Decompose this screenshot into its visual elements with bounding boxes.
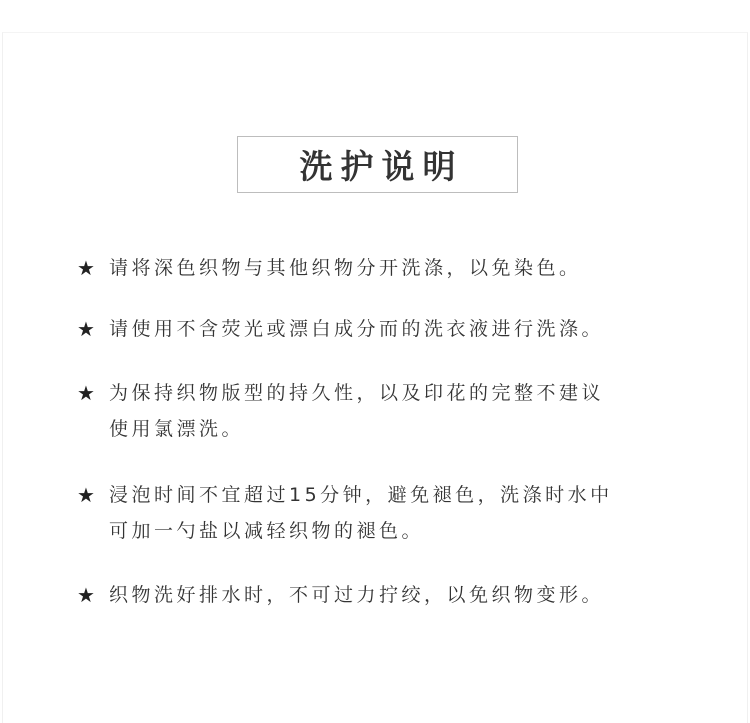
title-box xyxy=(237,136,518,193)
care-instruction-item xyxy=(77,477,677,549)
care-instruction-text: 请使用不含荧光或漂白成分而的洗衣液进行洗涤。 xyxy=(109,318,605,340)
care-instruction-text: 浸泡时间不宜超过15分钟，避免褪色，洗涤时水中 可加一勺盐以减轻织物的褪色。 xyxy=(109,484,613,542)
care-instruction-text: 织物洗好排水时，不可过力拧绞，以免织物变形。 xyxy=(109,584,605,606)
care-instruction-text: 为保持织物版型的持久性，以及印花的完整不建议 使用氯漂洗。 xyxy=(109,382,605,440)
care-instruction-item xyxy=(77,311,677,347)
care-instruction-item xyxy=(77,375,677,447)
star-bullet-icon: ★ xyxy=(77,256,95,280)
star-bullet-icon: ★ xyxy=(77,483,95,507)
care-instruction-item xyxy=(77,577,677,613)
star-bullet-icon: ★ xyxy=(77,317,95,341)
page-title: 洗护说明 xyxy=(299,147,464,186)
star-bullet-icon: ★ xyxy=(77,381,95,405)
care-instruction-text: 请将深色织物与其他织物分开洗涤，以免染色。 xyxy=(109,257,582,279)
care-instruction-item xyxy=(77,250,677,286)
star-bullet-icon: ★ xyxy=(77,583,95,607)
